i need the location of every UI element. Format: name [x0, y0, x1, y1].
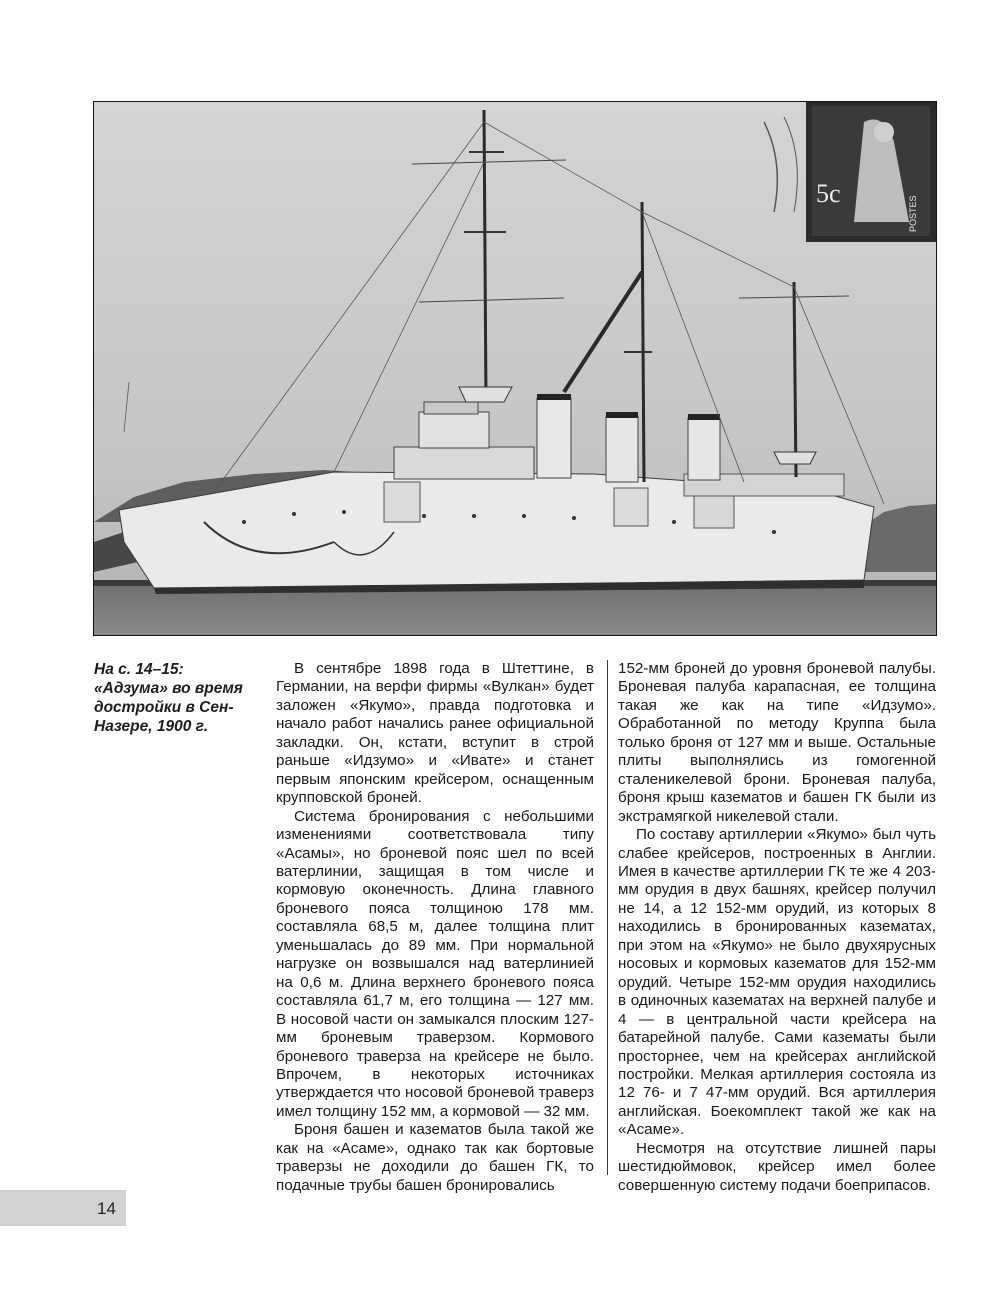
paragraph: Броня башен и казематов была такой же как на «Асаме», однако так как бортовые траверзы не доходили до башен ГК, то подачные трубы башен бронировались	[276, 1121, 594, 1194]
text-column-right	[618, 660, 936, 1195]
text-column-left	[276, 660, 594, 1195]
caption-line: достройки в Сен-	[94, 699, 234, 716]
postage-stamp	[806, 102, 936, 242]
photo-caption	[94, 660, 259, 736]
paragraph: Несмотря на отсутствие лишней пары шестидюймовок, крейсер имел более совершенную систему подачи боеприпасов.	[618, 1139, 936, 1194]
caption-line: Назере, 1900 г.	[94, 718, 209, 735]
paragraph: 152-мм броней до уровня броневой палубы. Броневая палуба карапасная, ее толщина такая же как на типе «Идзумо». Обработанной по методу Круппа была только броня от 127 мм и выше. Остальные плиты выполнялись из гомогенной сталеникелевой брони. Броневая палуба, броня крыш казематов и башен ГК были из экстрамягкой никелевой стали.	[618, 660, 936, 825]
column-divider	[607, 660, 608, 1175]
caption-line: «Адзума» во время	[94, 680, 243, 697]
paragraph: По составу артиллерии «Якумо» был чуть слабее крейсеров, построенных в Англии. Имея в качестве артиллерии ГК те же 4 203-мм орудия в двух башнях, крейсер получил не 14, а 12 152-мм орудий, из которых 8 находились в бронированных казематах, при этом на «Якумо» не было двухярусных носовых и кормовых казематов для 152-мм орудий. Четыре 152-мм орудия находились в одиночных казематах на верхней палубе и 4 — в центральной части крейсера на батарейной палубе. Сами казематы были просторнее, чем на крейсерах английской постройки. Мелкая артиллерия состояла из 12 76- и 7 47-мм орудий. Вся артиллерия английская. Боекомплект такой же как на «Асаме».	[618, 826, 936, 1139]
stamp-value: 5c	[816, 179, 841, 208]
stamp-label: POSTES	[908, 195, 918, 232]
caption-line: На с. 14–15:	[94, 661, 184, 678]
paragraph: Система бронирования с небольшими изменениями соответствовала типу «Асамы», но броневой пояс шел по всей ватерлинии, защищая в том числе и кормовую оконечность. Длина главного броневого пояса толщиною 178 мм. составляла 68,5 м, далее толщина плит уменьшалась до 89 мм. При нормальной нагрузке он возвышался над ватерлинией на 0,6 м. Длина верхнего броневого пояса составляла 61,7 м, его толщина — 127 мм. В носовой части он замыкался плоским 127-мм броневым траверзом. Кормового броневого траверза на крейсере не было. Впрочем, в некоторых источниках утверждается что носовой броневой траверз имел толщину 152 мм, а кормовой — 32 мм.	[276, 807, 594, 1120]
paragraph: В сентябре 1898 года в Штеттине, в Германии, на верфи фирмы «Вулкан» будет заложен «Якумо», правда подготовка и начало работ начались ранее официальной закладки. Он, кстати, вступит в строй раньше «Идзумо» и «Ивате» и станет первым японским крейсером, оснащенным крупповской броней.	[276, 660, 594, 807]
ship-photograph	[93, 101, 937, 636]
page-number: 14	[97, 1199, 116, 1218]
